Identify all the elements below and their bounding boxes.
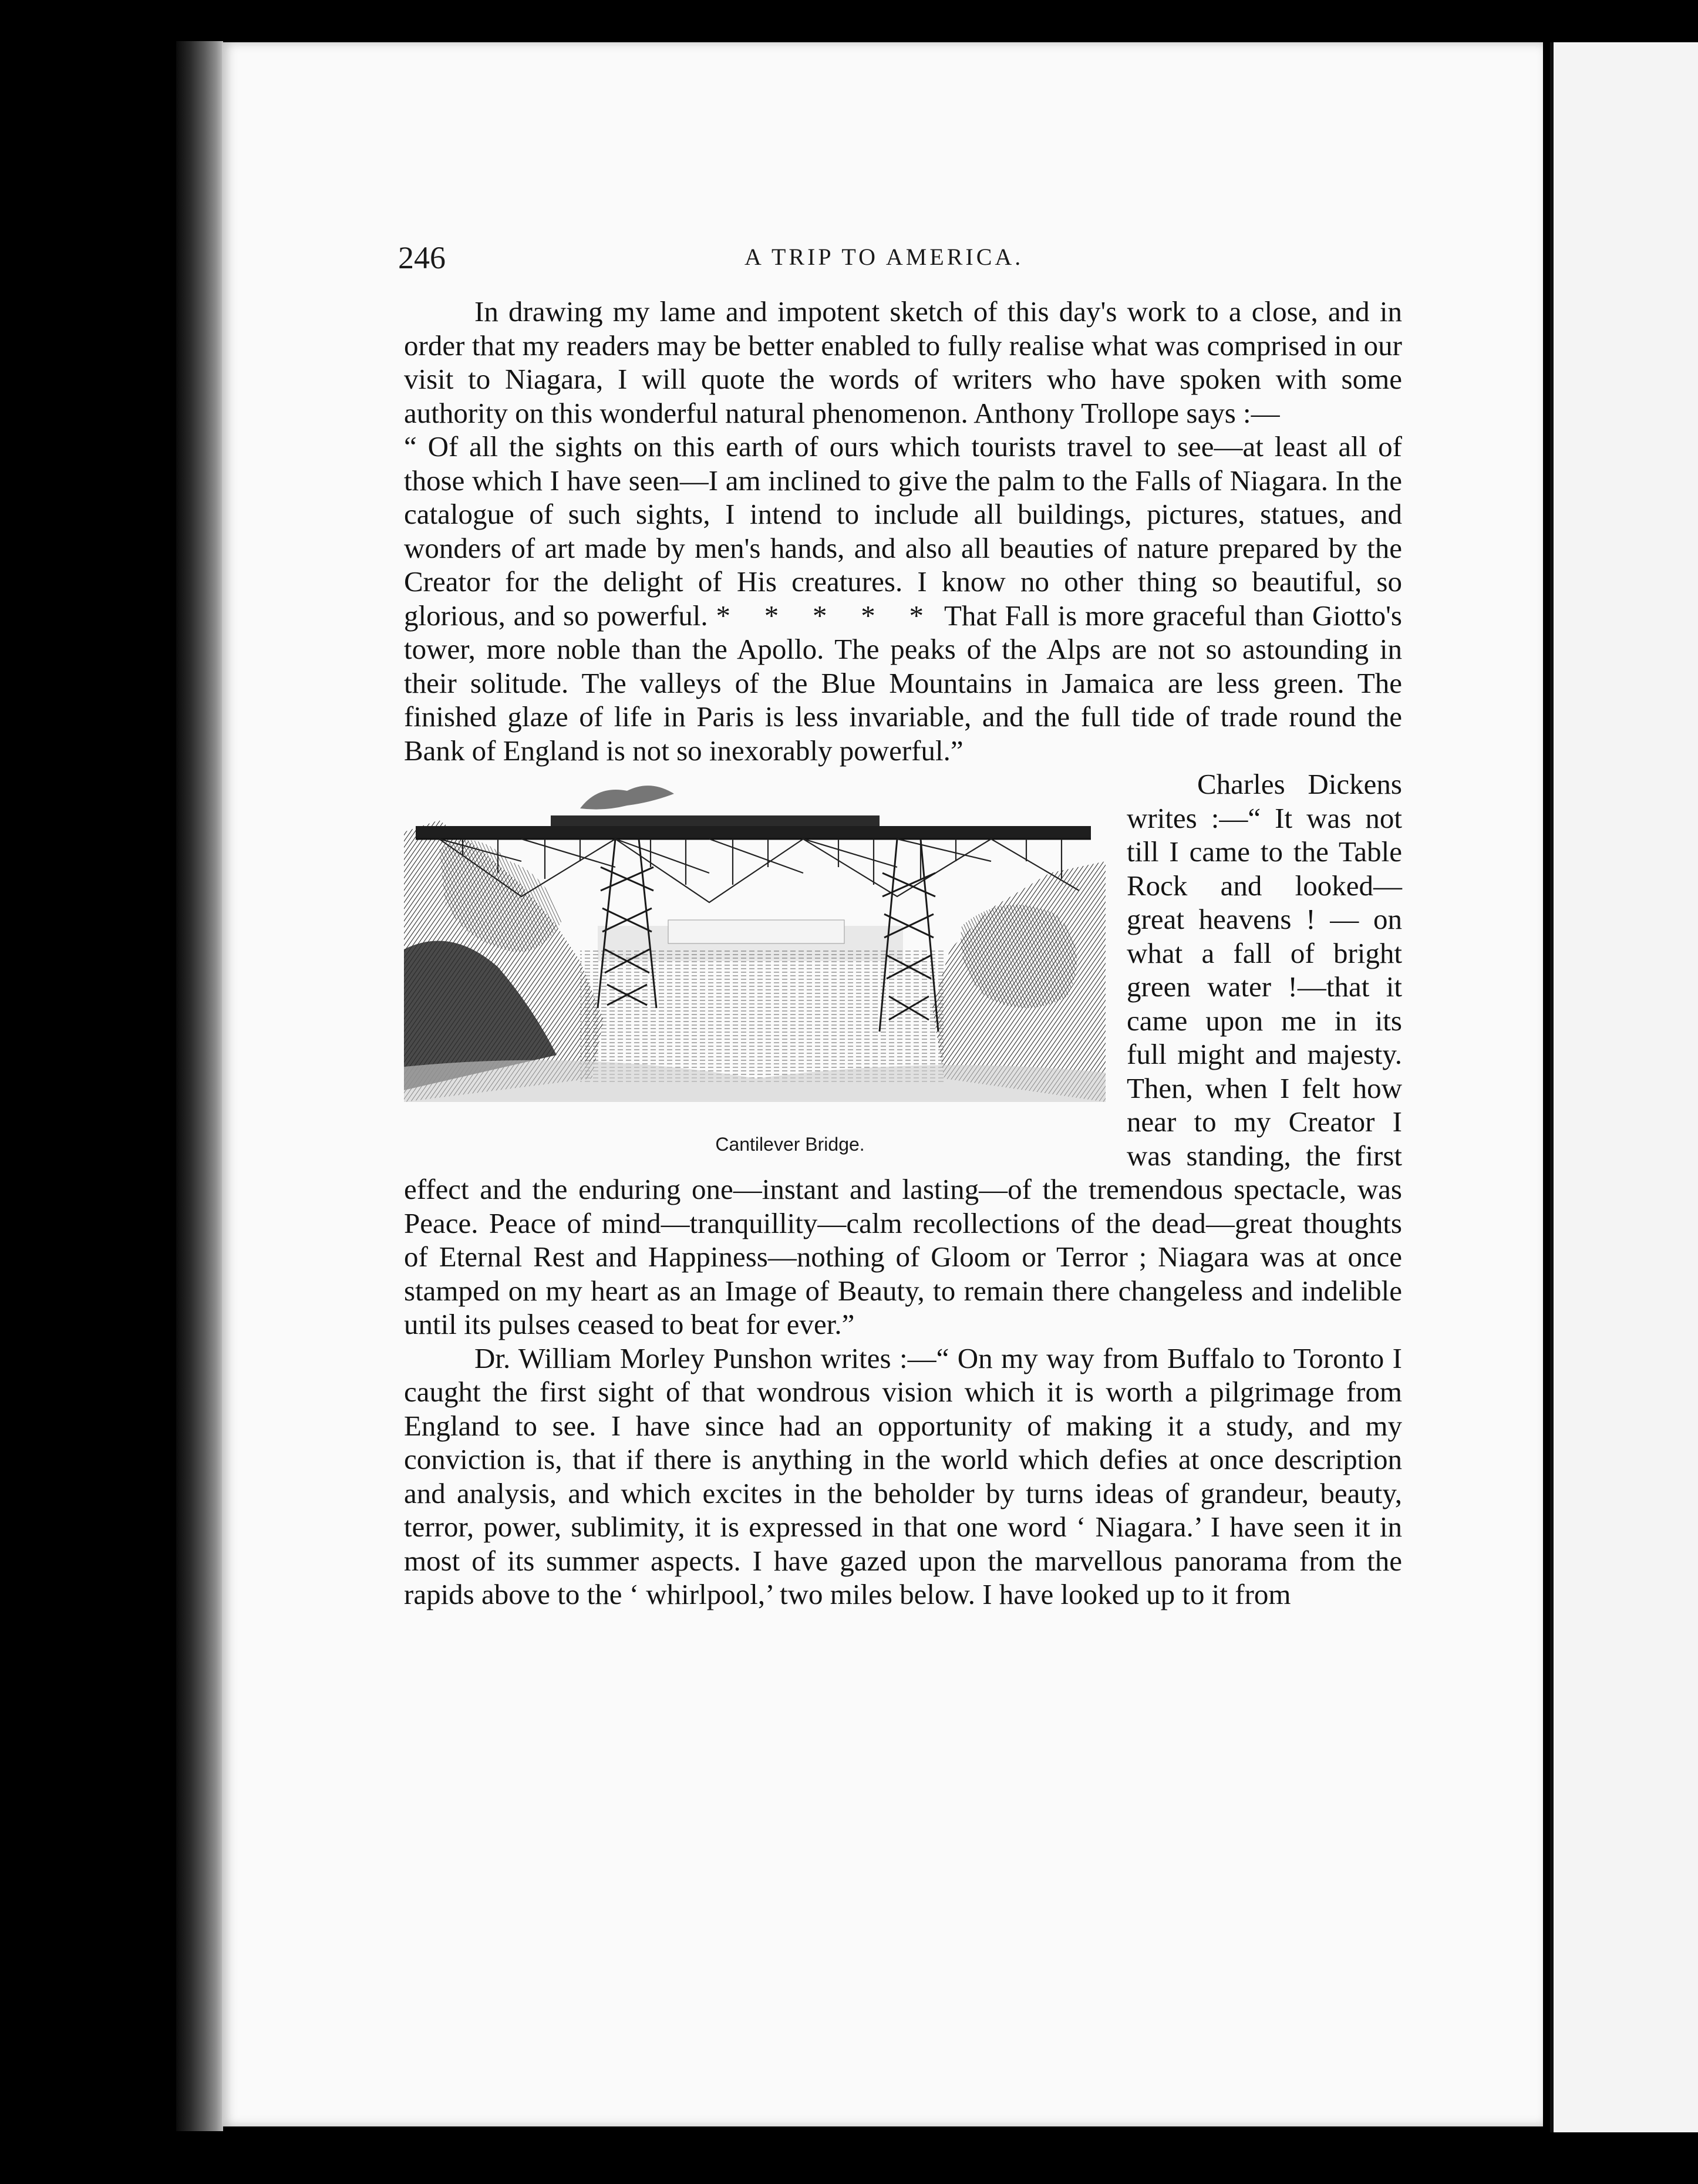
- facing-page-edge: [1550, 42, 1698, 2132]
- running-head: A TRIP TO AMERICA.: [744, 244, 1024, 270]
- page-edge-stack: [176, 41, 223, 2131]
- cantilever-bridge-figure: [404, 773, 1106, 1161]
- trollope-quote-rest: That Fall is more graceful than Giotto's tower, more noble than the Apollo. The peaks of the Alps are not so astounding in their solitude. The valleys of the Blue Mountains in Jamaica are less green. The finished glaze of life in Paris is less invariable, and the full tide of trade round the Bank of England is not so inexorably powerful.”: [404, 599, 1403, 767]
- body-text: [404, 295, 1402, 1612]
- paragraph-punshon-quote: Dr. William Morley Punshon writes :—“ On my way from Buffalo to Toronto I caught the first sight of that wondrous vision which it is worth a pilgrimage from England to see. I have since had an opportunity of making it a study, and my conviction is, that if there is anything in the world which defies at once description and analysis, and which excites in the beholder by turns ideas of grandeur, beauty, terror, power, sublimity, it is expressed in that one word ‘ Niagara.’ I have seen it in most of its summer aspects. I have gazed upon the marvellous panorama from the rapids above to the ‘ whirlpool,’ two miles below. I have looked up to it from: [404, 1342, 1402, 1610]
- page-header: [398, 240, 1390, 281]
- cantilever-bridge-engraving: [404, 773, 1106, 1102]
- paragraph-dickens-quote: Charles Dickens writes :—“ It was not till I came to the Table Rock and looked—great heavens ! — on what a fall of bright green water !—that it came upon me in its full might and majesty. Then, when I felt how near to my Creator I was standing, the first effect and the enduring one—instant and lasting—of the tremendous spectacle, was Peace. Peace of mind—tranquillity—calm recollections of the dead—great thoughts of Eternal Rest and Happiness—nothing of Gloom or Terror ; Niagara was at once stamped on my heart as an Image of Beauty, to remain there changeless and indelible until its pulses ceased to beat for ever.”: [404, 768, 1402, 1340]
- paragraph-trollope-intro: In drawing my lame and impotent sketch of this day's work to a close, and in order that my readers may be better enabled to fully realise what was comprised in our visit to Niagara, I will quote the words of writers who have spoken with some authority on this wonderful natural phenomenon. Anthony Trollope says :—: [404, 295, 1402, 429]
- ellipsis-stars: * * * * *: [716, 599, 937, 632]
- page-number: 246: [398, 240, 446, 275]
- trollope-quote-lead: “ Of all the sights on this earth of ours which tourists travel to see—at least all of those which I have seen—I am inclined to give the palm to the Falls of Niagara. In the catalogue of such sights, I intend to include all buildings, pictures, statues, and wonders of art made by men's hands, and also all beauties of nature prepared by the Creator for the delight of His creatures. I know no other thing so beautiful, so glorious, and so powerful.: [404, 430, 1402, 632]
- paragraph-trollope-quote: [404, 430, 1402, 767]
- figure-caption: Cantilever Bridge.: [715, 1134, 865, 1155]
